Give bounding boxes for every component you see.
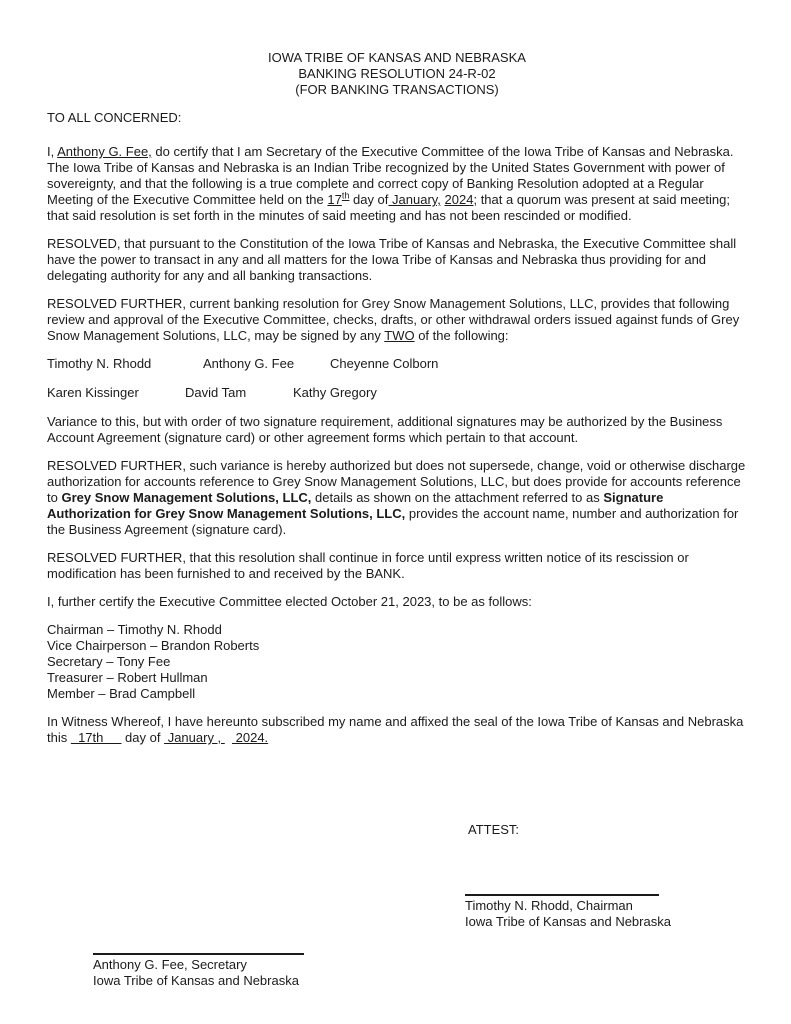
signer-name: Anthony G. Fee	[203, 356, 295, 371]
officers-list	[47, 622, 747, 702]
title-line-purpose: (FOR BANKING TRANSACTIONS)	[295, 82, 499, 97]
paragraph-variance: Variance to this, but with order of two signature requirement, additional signatures may be authorized by the Business Account Agreement (signature card) or other agreement forms which pertain to that account.	[47, 414, 723, 445]
signer-name: Kathy Gregory	[293, 385, 377, 400]
officer-chairman: Chairman – Timothy N. Rhodd	[47, 622, 222, 637]
signature-line	[93, 946, 304, 955]
title-line-org: IOWA TRIBE OF KANSAS AND NEBRASKA	[268, 50, 526, 65]
officer-vice-chairperson: Vice Chairperson – Brandon Roberts	[47, 638, 260, 653]
officer-secretary: Secretary – Tony Fee	[47, 654, 171, 669]
signer-name: Cheyenne Colborn	[330, 356, 439, 371]
officer-treasurer: Treasurer – Robert Hullman	[47, 670, 208, 685]
paragraph-resolved-1: RESOLVED, that pursuant to the Constitution of the Iowa Tribe of Kansas and Nebraska, the Executive Committee shall have the power to transact in any and all matters for the Iowa Tribe of Kansas and Nebraska thus providing for and delegating authority for any and all banking transactions.	[47, 236, 737, 283]
paragraph-certify-committee: I, further certify the Executive Committee elected October 21, 2023, to be as follows:	[47, 594, 532, 609]
signer-name: Karen Kissinger	[47, 385, 139, 400]
paragraph-certification: I, Anthony G. Fee, do certify that I am Secretary of the Executive Committee of the Iowa Tribe of Kansas and Nebraska. The Iowa Tribe of Kansas and Nebraska is an Indian Tribe recognized by the United States Government with power of sovereignty, and that the following is a true complete and correct copy of Banking Resolution adopted at a Regular Meeting of the Executive Committee held on the 17th day of January, 2024; that a quorum was present at said meeting; that said resolution is set forth in the minutes of said meeting and has not been rescinded or modified.	[47, 144, 734, 223]
signatory-name-title: Timothy N. Rhodd, Chairman	[465, 898, 633, 913]
signatory-name-title: Anthony G. Fee, Secretary	[93, 957, 247, 972]
attest-label: ATTEST:	[468, 822, 520, 837]
signatory-org: Iowa Tribe of Kansas and Nebraska	[465, 914, 671, 929]
signatory-org: Iowa Tribe of Kansas and Nebraska	[93, 973, 299, 988]
title-line-resolution: BANKING RESOLUTION 24-R-02	[298, 66, 496, 81]
paragraph-resolved-2: RESOLVED FURTHER, current banking resolution for Grey Snow Management Solutions, LLC, provides that following review and approval of the Executive Committee, checks, drafts, or other withdrawal orders issued against funds of Grey Snow Management Solutions, LLC, may be signed by any TWO of the following:	[47, 296, 740, 343]
paragraph-witness: In Witness Whereof, I have hereunto subscribed my name and affixed the seal of the Iowa Tribe of Kansas and Nebraska this 17th day of January , 2024.	[47, 714, 744, 745]
authorized-signers-row-2	[47, 385, 747, 401]
signature-block-chairman	[465, 887, 671, 930]
signature-line	[465, 887, 659, 896]
salutation: TO ALL CONCERNED:	[47, 110, 182, 125]
document-body	[47, 50, 747, 758]
signer-name: David Tam	[185, 385, 247, 400]
signature-block-secretary	[93, 946, 304, 989]
document-title	[47, 50, 747, 98]
paragraph-resolved-3: RESOLVED FURTHER, such variance is hereby authorized but does not supersede, change, void or otherwise discharge authorization for accounts reference to Grey Snow Management Solutions, LLC, but does provide for accounts reference to Grey Snow Management Solutions, LLC, details as shown on the attachment referred to as Signature Authorization for Grey Snow Management Solutions, LLC, provides the account name, number and authorization for the Business Agreement (signature card).	[47, 458, 746, 537]
authorized-signers-row-1	[47, 356, 747, 372]
signer-name: Timothy N. Rhodd	[47, 356, 152, 371]
officer-member: Member – Brad Campbell	[47, 686, 196, 701]
paragraph-resolved-4: RESOLVED FURTHER, that this resolution shall continue in force until express written notice of its rescission or modification has been furnished to and received by the BANK.	[47, 550, 689, 581]
